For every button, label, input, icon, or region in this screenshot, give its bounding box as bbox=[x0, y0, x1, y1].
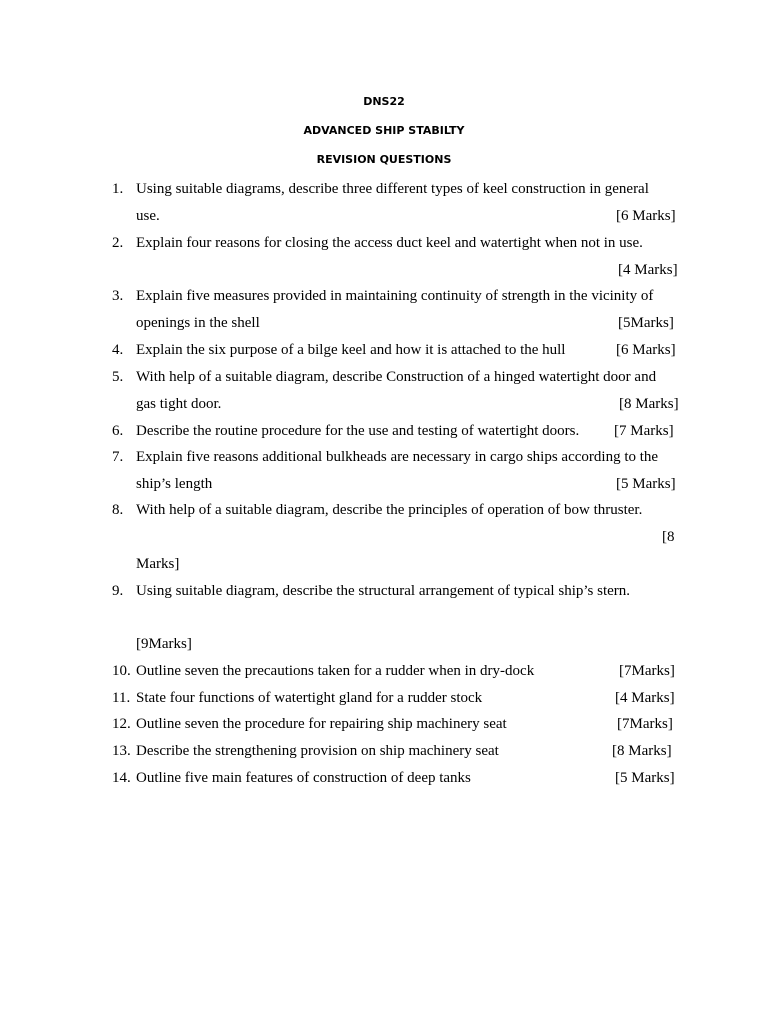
question-text-continued: ship’s length bbox=[136, 476, 213, 492]
question-number: 3. bbox=[112, 288, 124, 304]
question-number: 13. bbox=[112, 743, 131, 759]
question-marks-continued: Marks] bbox=[136, 556, 180, 572]
question-text: Outline five main features of construction of deep tanks bbox=[136, 770, 471, 786]
course-title: ADVANCED SHIP STABILTY bbox=[303, 124, 465, 137]
question-text-continued: use. bbox=[136, 208, 160, 224]
question-number: 6. bbox=[112, 423, 124, 439]
question-number: 11. bbox=[112, 690, 131, 706]
question-number: 14. bbox=[112, 770, 131, 786]
question-number: 2. bbox=[112, 235, 124, 251]
question-marks: [8 Marks] bbox=[619, 396, 679, 412]
question-number: 7. bbox=[112, 449, 124, 465]
question-text: With help of a suitable diagram, describe Construction of a hinged watertight door and bbox=[136, 369, 657, 385]
question-marks: [6 Marks] bbox=[616, 208, 676, 224]
question-number: 12. bbox=[112, 716, 131, 732]
question-marks: [4 Marks] bbox=[615, 690, 675, 706]
question-marks: [7 Marks] bbox=[614, 423, 674, 439]
question-marks: [8 bbox=[662, 529, 675, 545]
question-text: Explain four reasons for closing the access duct keel and watertight when not in use. bbox=[136, 235, 643, 251]
question-text-continued: openings in the shell bbox=[136, 315, 260, 331]
question-text-continued: gas tight door. bbox=[136, 396, 222, 412]
question-number: 5. bbox=[112, 369, 124, 385]
question-marks: [5Marks] bbox=[618, 315, 674, 331]
question-text: Outline seven the precautions taken for a rudder when in dry-dock bbox=[136, 663, 535, 679]
question-number: 10. bbox=[112, 663, 131, 679]
question-text: Describe the routine procedure for the use and testing of watertight doors. bbox=[136, 423, 580, 439]
question-text: Explain the six purpose of a bilge keel and how it is attached to the hull bbox=[136, 342, 566, 358]
question-marks: [5 Marks] bbox=[616, 476, 676, 492]
question-marks: [6 Marks] bbox=[616, 342, 676, 358]
question-marks: [4 Marks] bbox=[618, 262, 678, 278]
question-marks: [7Marks] bbox=[617, 716, 673, 732]
question-number: 1. bbox=[112, 181, 124, 197]
question-marks: [9Marks] bbox=[136, 636, 192, 652]
question-text: State four functions of watertight gland for a rudder stock bbox=[136, 690, 483, 706]
question-marks: [5 Marks] bbox=[615, 770, 675, 786]
question-text: Using suitable diagram, describe the structural arrangement of typical ship’s stern. bbox=[136, 583, 631, 599]
question-number: 8. bbox=[112, 502, 124, 518]
section-title: REVISION QUESTIONS bbox=[316, 153, 452, 166]
question-number: 4. bbox=[112, 342, 124, 358]
course-code: DNS22 bbox=[363, 95, 405, 108]
question-marks: [8 Marks] bbox=[612, 743, 672, 759]
question-marks: [7Marks] bbox=[619, 663, 675, 679]
question-text: Using suitable diagrams, describe three different types of keel construction in general bbox=[136, 181, 649, 197]
question-text: Explain five measures provided in maintaining continuity of strength in the vicinity of bbox=[136, 288, 654, 304]
question-text: Describe the strengthening provision on ship machinery seat bbox=[136, 743, 499, 759]
question-text: Outline seven the procedure for repairing ship machinery seat bbox=[136, 716, 507, 732]
question-number: 9. bbox=[112, 583, 124, 599]
question-text: Explain five reasons additional bulkheads are necessary in cargo ships according to the bbox=[136, 449, 659, 465]
question-text: With help of a suitable diagram, describe the principles of operation of bow thruster. bbox=[136, 502, 643, 518]
